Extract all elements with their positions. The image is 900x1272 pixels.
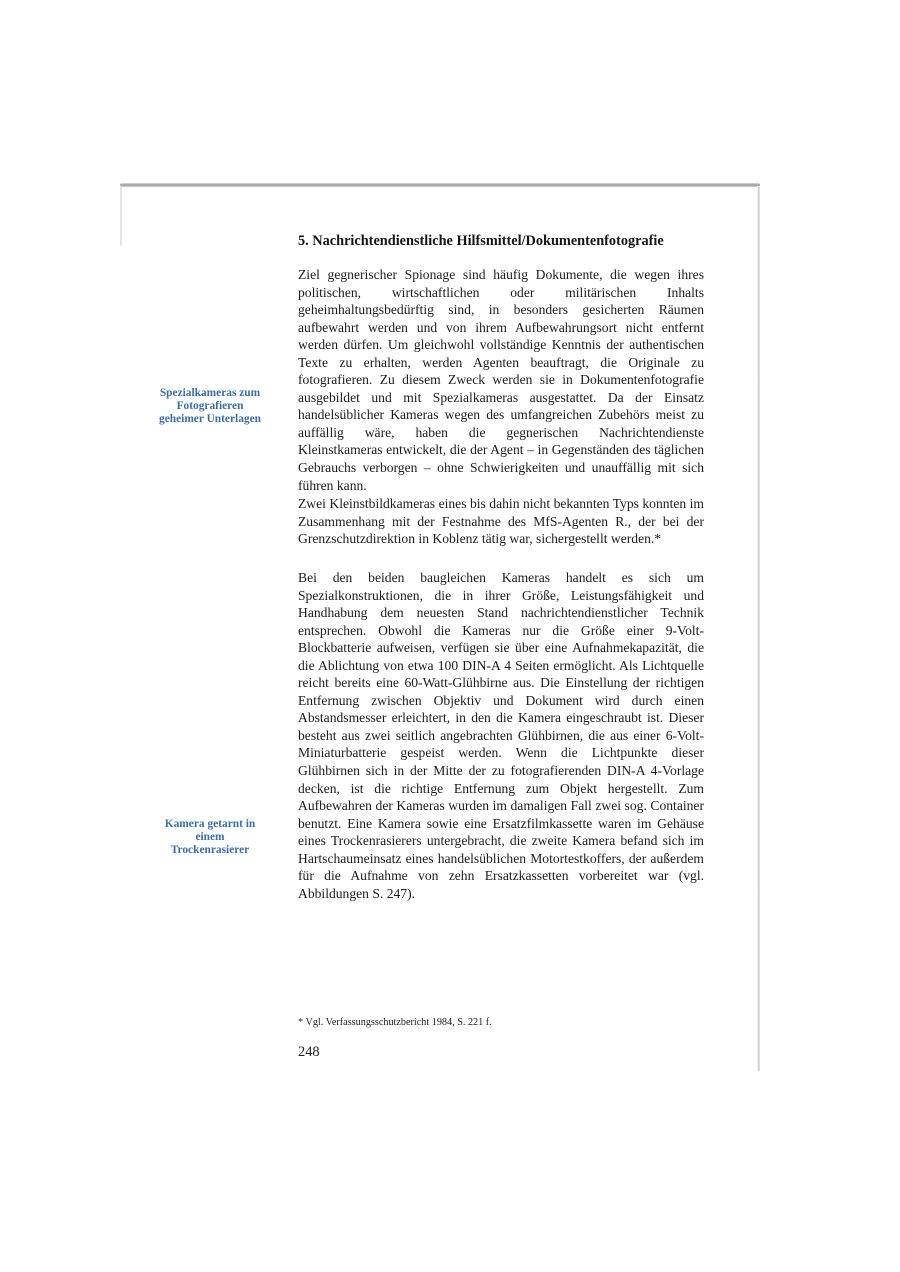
margin-note-special-cameras: Spezialkameras zum Fotografieren geheimer Unterlagen: [159, 387, 261, 425]
page-top-edge: [120, 183, 760, 187]
paragraph-seizure: Zwei Kleinstbildkameras eines bis dahin nicht bekannten Typs konnten im Zusammenhang mit der Festnahme des MfS-Agenten R., der bei der Grenzschutzdirektion in Koblenz tätig war, sichergestellt werden.*: [298, 496, 704, 547]
section-heading: 5. Nachrichtendienstliche Hilfsmittel/Dokumentenfotografie: [298, 233, 664, 249]
page-right-edge: [757, 186, 760, 1071]
paragraph-camera-details: Bei den beiden baugleichen Kameras handelt es sich um Spezialkonstruktionen, die in ihrer Größe, Leistungsfähigkeit und Handhabung dem neuesten Stand nachrichtendienstlicher Technik entsprechen. Obwohl die Kameras nur die Größe einer 9-Volt-Blockbatterie aufweisen, verfügen sie über eine Aufnahmekapazität, die die Ablichtung von etwa 100 DIN-A 4 Seiten ermöglicht. Als Lichtquelle reicht bereits eine 60-Watt-Glühbirne aus. Die Einstellung der richtigen Entfernung zwischen Objektiv und Dokument wird durch einen Abstandsmesser erleichtert, in den die Kamera eingeschraubt ist. Dieser besteht aus zwei seitlich angebrachten Glühbirnen, die aus einer 6-Volt-Miniaturbatterie gespeist werden. Wenn die Lichtpunkte dieser Glühbirnen sich in der Mitte der zu fotografierenden DIN-A 4-Vorlage decken, ist die richtige Entfernung zum Objekt hergestellt. Zum Aufbewahren der Kameras wurden im damaligen Fall zwei sog. Container benutzt. Eine Kamera sowie eine Ersatzfilmkassette waren im Gehäuse eines Trockenrasierers untergebracht, die zweite Kamera befand sich im Hartschaumeinsatz eines handelsüblichen Motortestkoffers, der außerdem für die Aufnahme von zehn Ersatzkassetten vorbereitet war (vgl. Abbildungen S. 247).: [298, 570, 704, 901]
footnote: * Vgl. Verfassungsschutzbericht 1984, S. 221 f.: [298, 1017, 492, 1028]
paragraph-intro: Ziel gegnerischer Spionage sind häufig Dokumente, die wegen ihres politischen, wirtschaftlichen oder militärischen Inhalts geheimhaltungsbedürftig sind, in besonders gesicherten Räumen aufbewahrt werden und von ihrem Aufbewahrungsort nicht entfernt werden dürfen. Um gleichwohl vollständige Kenntnis der authentischen Texte zu erhalten, werden Agenten beauftragt, die Originale zu fotografieren. Zu diesem Zweck werden sie in Dokumentenfotografie ausgebildet und mit Spezialkameras ausgestattet. Da der Einsatz handelsüblicher Kameras wegen des umfangreichen Zubehörs meist zu auffällig wäre, haben die gegnerischen Nachrichtendienste Kleinstkameras entwickelt, die der Agent – in Gegenständen des täglichen Gebrauchs verborgen – ohne Schwierigkeiten und unauffällig mit sich führen kann.: [298, 267, 704, 493]
page-left-edge: [120, 186, 122, 246]
margin-note-shaver-camera: Kamera getarnt in einem Trockenrasierer: [164, 818, 256, 856]
page-number: 248: [298, 1044, 320, 1060]
